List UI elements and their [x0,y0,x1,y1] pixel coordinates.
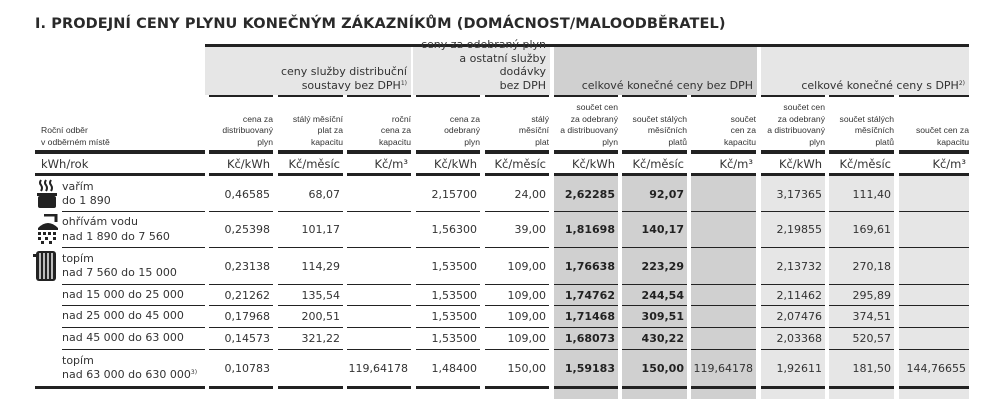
table-cell [899,306,969,327]
column-header-line: plyn [464,136,480,147]
table-cell [691,177,756,211]
table-cell: 1,56300 [431,223,477,236]
table-cell [347,285,411,305]
table-cell [347,306,411,327]
table-cell [347,212,411,247]
column-unit: Kč/měsíc [494,157,546,171]
column-header-line: plyn [257,136,273,147]
row-label-range [62,368,197,383]
column-header-line: kapacitu [378,136,411,147]
table-cell: 0,46585 [224,187,270,201]
table-cell: 2,07476 [776,310,822,323]
table-cell: 1,59183 [564,361,615,375]
group-header-total-gross [761,47,969,95]
table-cell [278,350,343,386]
table-cell [899,248,969,284]
table-cell: 140,17 [641,223,684,236]
table-cell: 114,29 [301,259,340,273]
table-cell: 169,61 [852,223,891,236]
header-rule [209,150,273,154]
column-header-line: plyn [809,136,825,147]
unit-rule [691,173,756,176]
table-cell: 1,76638 [564,259,615,273]
table-cell [347,328,411,349]
group-underline [347,95,411,97]
column-header-line: kapacitu [310,136,343,147]
table-cell: 1,71468 [564,310,615,323]
column-header-line: součet cen [783,102,825,112]
row-label-range [62,288,184,303]
table-cell: 2,11462 [776,288,822,302]
bottom-rule [899,386,969,389]
header-rule [761,150,825,154]
column-header-line: Roční odběr [41,125,88,135]
table-cell: 2,62285 [564,187,615,201]
column-header-line: měsíčních [647,125,687,135]
column-unit: Kč/kWh [571,157,615,171]
unit-rule [416,173,480,176]
column-header-line: měsíčních [854,125,894,135]
table-cell: 244,54 [641,288,684,302]
table-cell: 309,51 [641,310,684,323]
table-cell: 1,53500 [431,332,477,345]
header-rule [485,150,549,154]
table-cell: 1,74762 [564,288,615,302]
row-label-category: vařím [62,179,94,193]
table-cell: 1,53500 [431,310,477,323]
table-cell: 39,00 [514,223,546,236]
table-cell: 111,40 [852,187,891,201]
group-distribution-line2-wrap [205,79,407,93]
table-cell [691,248,756,284]
row-label-category: topím [62,353,94,367]
footnote-1: 1) [400,79,407,87]
row-label-range-text: nad 45 000 do 63 000 [62,331,184,345]
table-cell: 101,17 [301,223,340,236]
bottom-rule [209,386,273,389]
unit-rule [554,173,618,176]
column-header [35,100,205,150]
table-cell: 150,00 [641,361,684,375]
table-cell [347,177,411,211]
column-header [829,100,894,150]
table-cell: 223,29 [641,259,684,273]
table-cell: 0,25398 [224,223,270,236]
bottom-rule [691,386,756,389]
bottom-rule [485,386,549,389]
column-header [691,100,756,150]
group-underline [899,95,969,97]
group-header-total-net [554,47,757,95]
column-unit: Kč/kWh [778,157,822,171]
row-label-range-text: nad 1 890 do 7 560 [62,229,170,243]
table-cell [899,177,969,211]
column-header [209,100,273,150]
column-header-line: platů [668,136,687,147]
row-label [62,328,184,349]
radiator-icon [33,250,59,286]
table-cell: 374,51 [852,310,891,323]
table-cell: 3,17365 [776,187,822,201]
unit-rule [209,173,273,176]
table-cell: 1,81698 [564,223,615,236]
row-label [62,285,184,305]
row-label-range-text: nad 63 000 do 630 000 [62,368,191,381]
table-cell: 68,07 [308,187,340,201]
table-cell: 109,00 [507,259,546,273]
group-underline [829,95,894,97]
column-header [761,100,825,150]
group-total-gross-label: celkové konečné ceny s DPH [801,78,959,92]
group-underline [278,95,343,97]
table-cell: 321,22 [301,332,340,345]
column-header-line: a distribuovaný [767,125,825,135]
column-header [899,100,969,150]
unit-rule [278,173,343,176]
unit-rule [347,173,411,176]
table-cell: 135,54 [301,288,340,302]
table-cell: 1,68073 [564,332,615,345]
table-cell: 181,50 [852,361,891,375]
column-unit: Kč/měsíc [632,157,684,171]
column-header [416,100,480,150]
shower-icon [36,214,60,248]
table-cell: 144,76655 [906,361,966,375]
table-cell: 270,18 [852,259,891,273]
group-distribution-line1: ceny služby distribuční [280,65,407,78]
table-cell [347,248,411,284]
group-total-gross-wrap [761,79,965,93]
header-rule [691,150,756,154]
table-cell: 0,21262 [224,288,270,302]
table-cell: 109,00 [507,332,546,345]
table-cell: 2,13732 [776,259,822,273]
row-label-category: ohřívám vodu [62,215,138,228]
group-total-net-label: celkové konečné ceny bez DPH [581,78,753,92]
table-cell [691,285,756,305]
column-header-line: součet cen [576,102,618,112]
table-cell [899,285,969,305]
bottom-rule [622,386,687,389]
unit-rule [829,173,894,176]
bottom-rule [829,386,894,389]
column-header-line: za odebraný [570,113,618,124]
table-cell: 119,64178 [348,361,408,375]
table-cell: 119,64178 [693,361,753,375]
column-unit: Kč/m³ [932,157,966,171]
group-underline [416,95,480,97]
table-cell: 2,15700 [431,187,477,201]
bottom-rule [278,386,343,389]
column-unit: Kč/m³ [374,157,408,171]
unit-rule [485,173,549,176]
table-cell [691,328,756,349]
footnote-3: 3) [190,369,198,376]
table-cell: 1,48400 [431,361,477,375]
row-label [62,212,170,247]
table-cell: 24,00 [514,187,546,201]
unit-rule [761,173,825,176]
table-cell [899,328,969,349]
header-rule [554,150,618,154]
row-label-range-text: do 1 890 [62,194,111,207]
group-supply-line1: ceny za odebraný plyn [420,38,546,51]
column-header-line: distribuovaný [222,125,273,135]
table-cell: 200,51 [301,310,340,323]
column-header-line: platů [875,136,894,147]
column-header-line: plat za [317,125,343,135]
column-header-line: odebraný [444,125,480,135]
group-underline [691,95,756,97]
row-label [62,306,184,327]
row-label [62,177,111,211]
row-label-range [62,309,184,324]
group-supply-line3: bez DPH [499,78,546,92]
group-underline [622,95,687,97]
table-cell: 1,53500 [431,259,477,273]
table-cell: 109,00 [507,310,546,323]
row-label-range-text: nad 25 000 do 45 000 [62,309,184,323]
group-header-distribution [205,47,411,95]
header-rule [416,150,480,154]
column-header-line: stálý měsíční [292,113,343,124]
group-underline [554,95,618,97]
bottom-rule [761,386,825,389]
column-header [622,100,687,150]
column-header-line: kapacitu [936,136,969,147]
table-cell: 92,07 [649,187,684,201]
column-header-line: součet [730,113,756,124]
group-underline [761,95,825,97]
column-header [347,100,411,150]
row-label-range [62,331,184,346]
column-header-line: cen za [730,125,756,135]
row-label-category: topím [62,251,94,265]
column-unit: Kč/měsíc [839,157,891,171]
header-rule [622,150,687,154]
column-header-line: za odebraný [777,113,825,124]
column-header-line: součet cen za [915,125,969,135]
table-cell: 295,89 [852,288,891,302]
table-cell [691,306,756,327]
column-header-line: plyn [602,136,618,147]
table-cell: 1,92611 [776,361,822,375]
column-header-line: plat [535,136,549,147]
table-cell: 150,00 [507,361,546,375]
row-label-range-text: nad 15 000 do 25 000 [62,287,184,301]
cooking-pot-icon [36,179,58,213]
group-supply-line2: a ostatní služby dodávky [459,51,546,78]
bottom-rule [347,386,411,389]
column-header-line: kapacitu [723,136,756,147]
bottom-rule [35,386,205,389]
bottom-rule [416,386,480,389]
column-header-line: a distribuovaný [560,125,618,135]
group-header-supply [413,38,550,95]
column-header-line: cena za [380,125,411,135]
column-unit: Kč/kWh [433,157,477,171]
unit-rule [622,173,687,176]
row-label [62,350,197,386]
column-header-line: součet stálých [632,113,687,124]
footnote-2: 2) [958,79,965,87]
column-unit: Kč/měsíc [288,157,340,171]
column-header-line: roční [391,113,411,124]
column-header [278,100,343,150]
unit-rule [35,173,205,176]
header-rule [278,150,343,154]
header-rule [347,150,411,154]
column-header [554,100,618,150]
row-label-range-text: nad 7 560 do 15 000 [62,266,177,279]
table-cell [899,212,969,247]
table-cell: 0,23138 [224,259,270,273]
row-label [62,248,177,284]
column-header [485,100,549,150]
group-underline [485,95,549,97]
page-title: I. PRODEJNÍ CENY PLYNU KONEČNÝM ZÁKAZNÍKŮM (DOMÁCNOST/MALOODBĚRATEL) [35,16,726,32]
column-header-line: cena za [449,113,480,124]
column-header-line: součet stálých [839,113,894,124]
table-cell: 2,19855 [776,223,822,236]
column-unit: Kč/kWh [226,157,270,171]
group-distribution-line2: soustavy bez DPH [301,78,401,92]
column-unit: kWh/rok [41,157,89,171]
column-header-line: měsíční [518,125,549,135]
table-cell: 430,22 [641,332,684,345]
table-cell: 0,10783 [224,361,270,375]
column-header-line: cena za [242,113,273,124]
row-label-range [62,230,170,245]
table-cell: 0,14573 [224,332,270,345]
unit-rule [899,173,969,176]
header-rule [35,150,205,154]
header-rule [829,150,894,154]
row-label-range [62,194,111,209]
table-cell: 109,00 [507,288,546,302]
column-header-line: v odběrném místě [41,136,110,147]
table-cell [691,212,756,247]
table-cell: 2,03368 [776,332,822,345]
header-rule [899,150,969,154]
group-underline [209,95,273,97]
table-cell: 1,53500 [431,288,477,302]
table-cell: 520,57 [852,332,891,345]
row-label-range [62,266,177,281]
table-cell: 0,17968 [224,310,270,323]
column-unit: Kč/m³ [719,157,753,171]
bottom-rule [554,386,618,389]
column-header-line: stálý [531,113,549,124]
